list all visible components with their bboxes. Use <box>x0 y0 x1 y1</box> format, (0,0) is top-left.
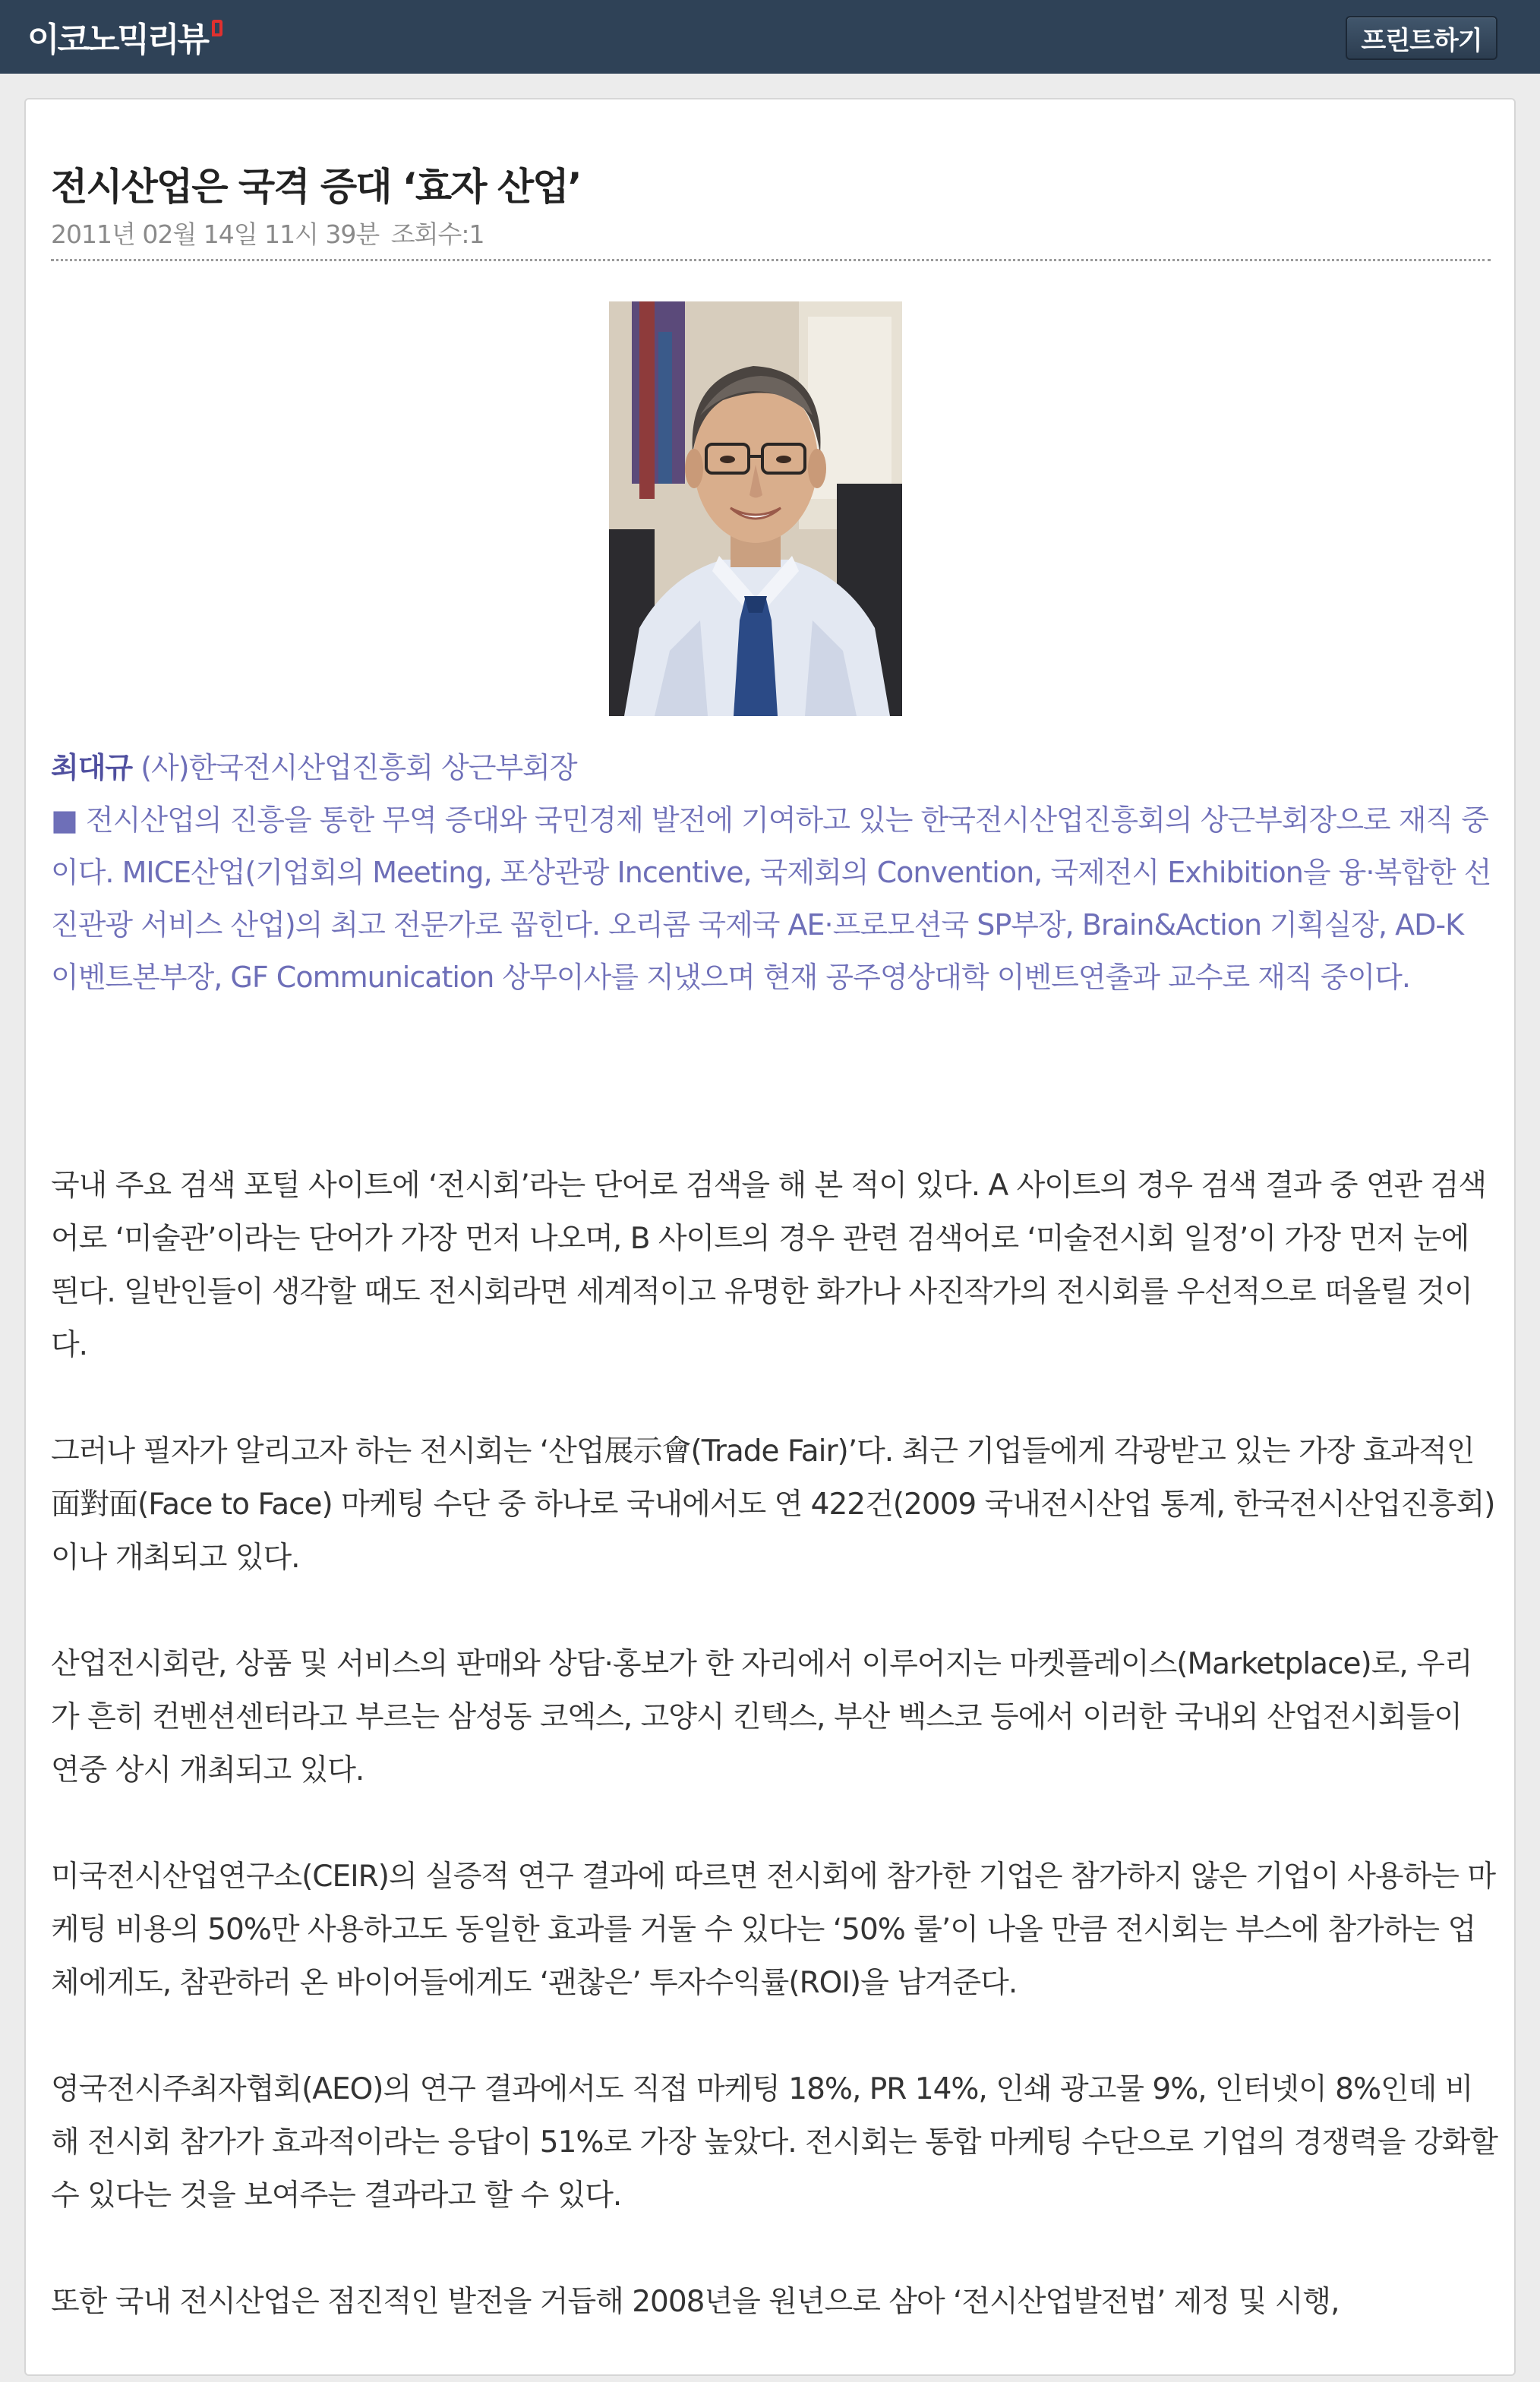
title-divider <box>51 259 1491 261</box>
article-paragraph: 또한 국내 전시산업은 점진적인 발전을 거듭해 2008년을 원년으로 삼아 ‘전시산업발전법’ 제정 및 시행, <box>51 2285 1340 2319</box>
logo-mark-icon <box>212 20 222 36</box>
author-info <box>51 742 1494 1004</box>
article-paragraph: 미국전시산업연구소(CEIR)의 실증적 연구 결과에 따르면 전시회에 참가한 기업은 참가하지 않은 기업이 사용하는 마케팅 비용의 50%만 사용하고도 동일한 효과를 거둘 수 있다는 ‘50% 룰’이 나올 만큼 전시회는 부스에 참가하는 업체에게도, 참관하러 온 바이어들에게도 ‘괜찮은’ 투자수익률(ROI)을 남겨준다. <box>51 1860 1495 2000</box>
author-position: (사)한국전시산업진흥회 상근부회장 <box>140 751 577 784</box>
article-paragraph: 그러나 필자가 알리고자 하는 전시회는 ‘산업展示會(Trade Fair)’다. 최근 기업들에게 각광받고 있는 가장 효과적인 面對面(Face to Face) 마케팅 수단 중 하나로 국내에서도 연 422건(2009 국내전시산업 통계, 한국전시산업진흥회)이나 개최되고 있다. <box>51 1434 1495 1575</box>
article-title: 전시산업은 국격 증대 ‘효자 산업’ <box>51 165 581 209</box>
author-heading <box>51 742 1494 794</box>
author-portrait <box>609 301 902 716</box>
article-paragraph: 국내 주요 검색 포털 사이트에 ‘전시회’라는 단어로 검색을 해 본 적이 있다. A 사이트의 경우 검색 결과 중 연관 검색어로 ‘미술관’이라는 단어가 가장 먼저 나오며, B 사이트의 경우 관련 검색어로 ‘미술전시회 일정’이 가장 먼저 눈에 띈다. 일반인들이 생각할 때도 전시회라면 세계적이고 유명한 화가나 사진작가의 전시회를 우선적으로 떠올릴 것이다. <box>51 1169 1487 1362</box>
article-card <box>24 98 1516 2376</box>
site-logo[interactable] <box>27 14 222 59</box>
author-name: 최대규 <box>51 751 133 784</box>
article-date: 2011년 02월 14일 11시 39분 <box>51 219 380 249</box>
print-button[interactable]: 프린트하기 <box>1346 16 1497 60</box>
article-paragraph: 영국전시주최자협회(AEO)의 연구 결과에서도 직접 마케팅 18%, PR 14%, 인쇄 광고물 9%, 인터넷이 8%인데 비해 전시회 참가가 효과적이라는 응답이 51%로 가장 높았다. 전시회는 통합 마케팅 수단으로 기업의 경쟁력을 강화할 수 있다는 것을 보여주는 결과라고 할 수 있다. <box>51 2072 1497 2213</box>
article-paragraph: 산업전시회란, 상품 및 서비스의 판매와 상담·홍보가 한 자리에서 이루어지는 마켓플레이스(Marketplace)로, 우리가 흔히 컨벤션센터라고 부르는 삼성동 코엑스, 고양시 킨텍스, 부산 벡스코 등에서 이러한 국내외 산업전시회들이 연중 상시 개최되고 있다. <box>51 1647 1472 1787</box>
author-bio: ■ 전시산업의 진흥을 통한 무역 증대와 국민경제 발전에 기여하고 있는 한국전시산업진흥회의 상근부회장으로 재직 중이다. MICE산업(기업회의 Meeting, 포상관광 Incentive, 국제회의 Convention, 국제전시 Exhibition을 융·복합한 선진관광 서비스 산업)의 최고 전문가로 꼽힌다. 오리콤 국제국 AE·프로모션국 SP부장, Brain&Action 기획실장, AD-K 이벤트본부장, GF Communication 상무이사를 지냈으며 현재 공주영상대학 이벤트연출과 교수로 재직 중이다. <box>51 803 1491 994</box>
article-meta <box>51 215 489 251</box>
top-header-bar <box>0 0 1540 74</box>
site-logo-text: 이코노믹리뷰 <box>27 21 208 59</box>
portrait-image-icon <box>609 301 902 716</box>
article-body <box>51 1159 1497 2382</box>
article-views: 조회수:1 <box>390 219 484 249</box>
